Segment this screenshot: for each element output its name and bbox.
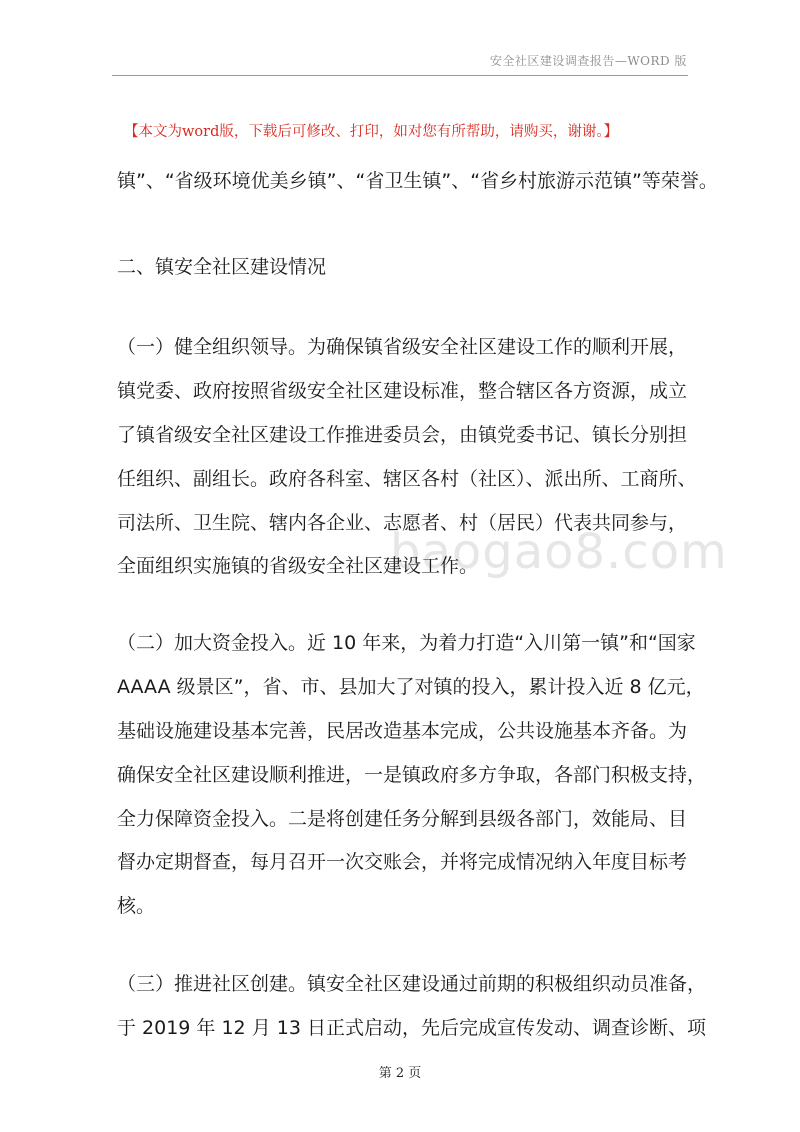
paragraph-line: 全面组织实施镇的省级安全社区建设工作。 xyxy=(117,555,479,577)
paragraph-line: 司法所、卫生院、辖内各企业、志愿者、村（居民）代表共同参与， xyxy=(117,512,688,534)
paragraph-line: 基础设施建设基本完善，民居改造基本完成，公共设施基本齐备。为 xyxy=(117,720,688,742)
paragraph-line: （二）加大资金投入。近 10 年来，为着力打造“入川第一镇”和“国家 xyxy=(117,632,696,654)
paragraph-line: 于 2019 年 12 月 13 日正式启动，先后完成宣传发动、调查诊断、项 xyxy=(117,1017,706,1039)
paragraph-line: AAAA 级景区”，省、市、县加大了对镇的投入，累计投入近 8 亿元， xyxy=(117,676,705,698)
paragraph-line: （三）推进社区创建。镇安全社区建设通过前期的积极组织动员准备， xyxy=(117,973,707,995)
paragraph-line: 确保安全社区建设顺利推进，一是镇政府多方争取，各部门积极支持， xyxy=(117,764,707,786)
paragraph-line: 了镇省级安全社区建设工作推进委员会，由镇党委书记、镇长分别担 xyxy=(117,424,688,446)
paragraph-line: 任组织、副组长。政府各科室、辖区各村（社区）、派出所、工商所、 xyxy=(117,468,697,490)
paragraph-line: 督办定期督查，每月召开一次交账会，并将完成情况纳入年度目标考 xyxy=(117,851,688,873)
page-header-title: 安全社区建设调查报告—WORD 版 xyxy=(489,54,687,68)
watermark: baogao8.com xyxy=(390,524,728,580)
paragraph-line: （一）健全组织领导。为确保镇省级安全社区建设工作的顺利开展， xyxy=(117,336,688,358)
paragraph-line: 全力保障资金投入。二是将创建任务分解到县级各部门，效能局、目 xyxy=(117,808,688,830)
paragraph-line: 镇党委、政府按照省级安全社区建设标准，整合辖区各方资源，成立 xyxy=(117,380,688,402)
page-number: 第 2 页 xyxy=(378,1066,422,1081)
paragraph-line: 核。 xyxy=(117,895,156,917)
download-notice: 【本文为word版，下载后可修改、打印，如对您有所帮助，请购买，谢谢。】 xyxy=(124,124,619,140)
section-heading: 二、镇安全社区建设情况 xyxy=(117,256,327,278)
header-divider xyxy=(112,75,688,76)
paragraph-line: 镇”、“省级环境优美乡镇”、“省卫生镇”、“省乡村旅游示范镇”等荣誉。 xyxy=(117,170,718,192)
